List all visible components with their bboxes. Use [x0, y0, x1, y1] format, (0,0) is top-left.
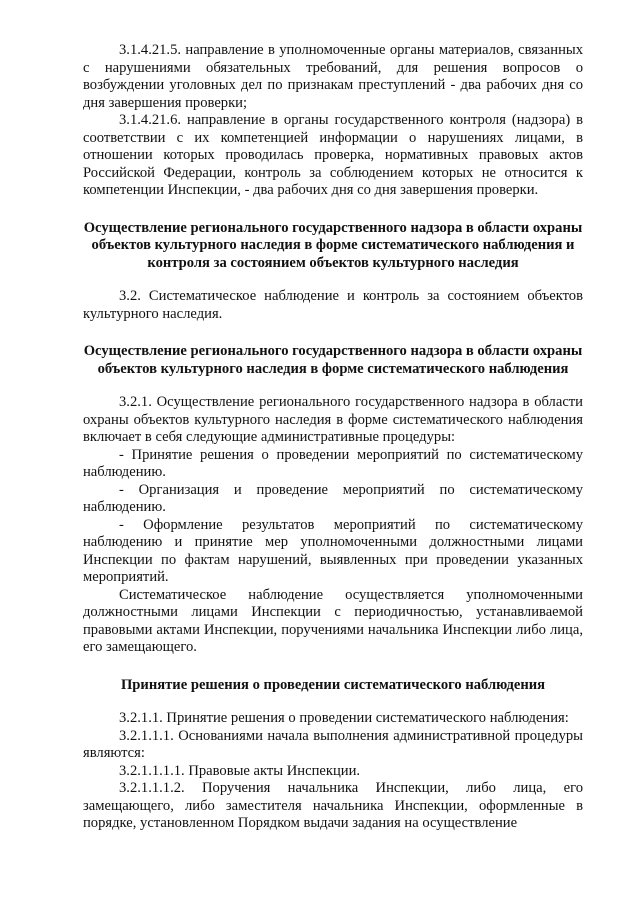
- document-page: [83, 42, 583, 833]
- paragraph-3-2-1-1: 3.2.1.1. Принятие решения о проведении систематического наблюдения:: [119, 710, 569, 726]
- list-item-results: - Оформление результатов мероприятий по систематическому наблюдению и принятие мер уполномоченными должностными лицами Инспекции по фактам нарушений, выявленных при проведении указанных мероприятий.: [83, 516, 583, 585]
- paragraph-periodicity: Систематическое наблюдение осуществляется уполномоченными должностными лицами Инспекции с периодичностью, устанавливаемой правовыми актами Инспекции, поручениями начальника Инспекции либо лица, его замещающего.: [83, 586, 583, 655]
- paragraph-3-1-4-21-5: 3.1.4.21.5. направление в уполномоченные органы материалов, связанных с нарушениями обязательных требований, для решения вопросов о возбуждении уголовных дел по признакам преступлений - два рабочих дня со дня завершения проверки;: [83, 42, 583, 111]
- section-heading-supervision-and-control: Осуществление регионального государственного надзора в области охраны объектов культурного наследия в форме систематического наблюдения и контроля за состоянием объектов культурного наследия: [83, 219, 583, 271]
- paragraph-3-2: 3.2. Систематическое наблюдение и контроль за состоянием объектов культурного наследия.: [83, 288, 583, 322]
- section-heading-systematic-observation: Осуществление регионального государственного надзора в области охраны объектов культурного наследия в форме систематического наблюдения: [83, 343, 583, 377]
- section-heading-decision: Принятие решения о проведении систематического наблюдения: [120, 676, 546, 693]
- list-item-decision: - Принятие решения о проведении мероприятий по систематическому наблюдению.: [83, 446, 583, 480]
- paragraph-3-2-1-1-1: 3.2.1.1.1. Основаниями начала выполнения административной процедуры являются:: [83, 727, 583, 761]
- paragraph-3-1-4-21-6: 3.1.4.21.6. направление в органы государственного контроля (надзора) в соответствии с их компетенцией информации о нарушениях лицами, в отношении которых проводилась проверка, нормативных правовых актов Российской Федерации, контроль за соблюдением которых не относится к компетенции Инспекции, - два рабочих дня со дня завершения проверки.: [83, 112, 583, 198]
- paragraph-3-2-1-1-1-2: 3.2.1.1.1.2. Поручения начальника Инспекции, либо лица, его замещающего, либо заместителя начальника Инспекции, оформленные в порядке, установленном Порядком выдачи задания на осуществление: [83, 780, 583, 831]
- paragraph-3-2-1-1-1-1: 3.2.1.1.1.1. Правовые акты Инспекции.: [119, 762, 361, 779]
- paragraph-3-2-1: 3.2.1. Осуществление регионального государственного надзора в области охраны объектов культурного наследия в форме систематического наблюдения включает в себя следующие административные процедуры:: [83, 394, 583, 445]
- list-item-organization: - Организация и проведение мероприятий по систематическому наблюдению.: [83, 481, 583, 515]
